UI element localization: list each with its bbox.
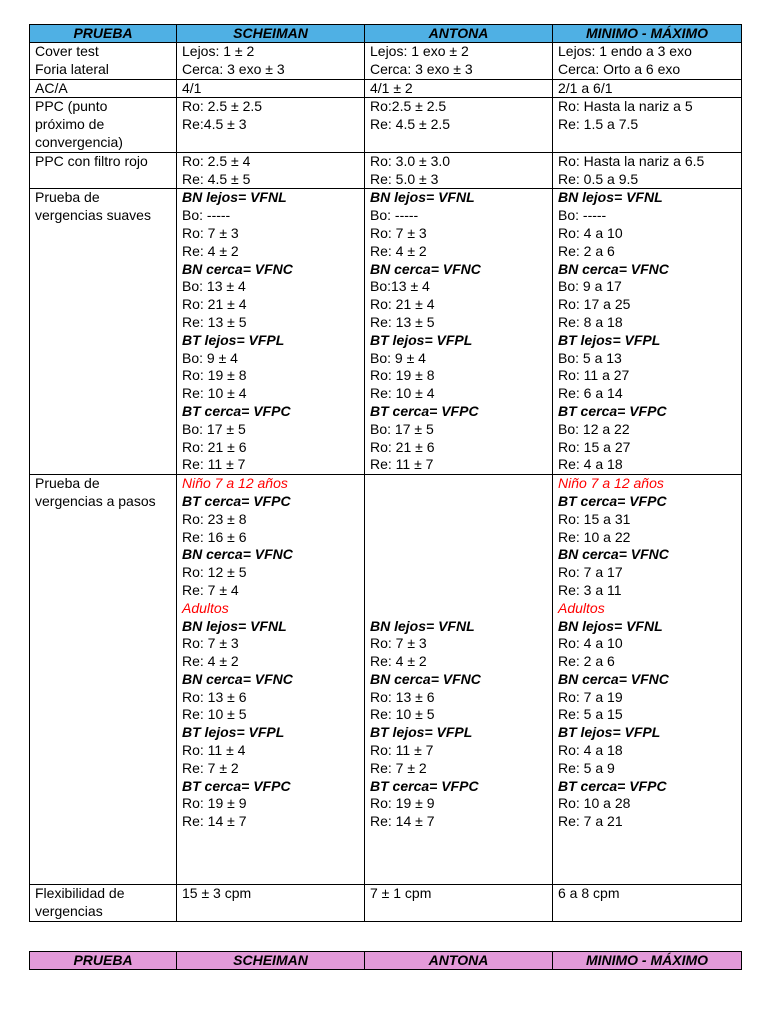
- value-line: Ro: Hasta la nariz a 5: [558, 98, 693, 115]
- test-name-cell: [30, 189, 177, 475]
- header-scheiman: SCHEIMAN: [177, 25, 365, 43]
- value-line: Re: 14 ± 7: [370, 813, 435, 830]
- header-minmax: MINIMO - MÁXIMO: [553, 25, 742, 43]
- value-line: Cerca: 3 exo ± 3: [182, 60, 285, 77]
- table-header-row: [30, 25, 742, 43]
- vergence-heading: BN cerca= VFNC: [182, 260, 293, 277]
- scheiman-value-cell: [177, 189, 365, 475]
- blank-line: [370, 475, 547, 493]
- test-name-line: vergencias: [35, 903, 103, 920]
- value-line: Re: 2 a 6: [558, 653, 615, 670]
- vergence-heading: BN cerca= VFNC: [370, 260, 481, 277]
- value-line: Ro: 12 ± 5: [182, 564, 247, 581]
- test-name-cell: [30, 885, 177, 922]
- test-name-line: Foria lateral: [35, 60, 109, 77]
- value-line: Re: 2 a 6: [558, 242, 615, 259]
- value-line: Bo: 9 a 17: [558, 278, 622, 295]
- test-name-cell: [30, 79, 177, 98]
- value-line: Ro: 7 ± 3: [370, 635, 427, 652]
- value-line: Bo: 17 ± 5: [370, 420, 434, 437]
- value-line: Re: 10 ± 4: [370, 385, 435, 402]
- blank-line: [370, 511, 547, 529]
- test-name-line: AC/A: [35, 79, 68, 96]
- value-line: Ro: 11 a 27: [558, 367, 630, 384]
- test-name-cell: [30, 43, 177, 80]
- value-line: Re: 4 ± 2: [182, 242, 239, 259]
- minmax-value-cell: [553, 98, 742, 152]
- value-line: Re: 4 ± 2: [370, 242, 427, 259]
- table-row: [30, 885, 742, 922]
- test-name-line: vergencias suaves: [35, 207, 151, 224]
- test-name-cell: [30, 98, 177, 152]
- test-name-line: Prueba de: [35, 189, 100, 206]
- vergence-heading: BN lejos= VFNL: [370, 617, 475, 634]
- antona-value-cell: [365, 885, 553, 922]
- value-line: Bo: 13 ± 4: [182, 278, 246, 295]
- test-name-line: Cover test: [35, 43, 99, 59]
- value-line: Ro: 21 ± 6: [370, 438, 435, 455]
- value-line: Bo: 5 a 13: [558, 349, 622, 366]
- value-line: Re: 4 ± 2: [182, 653, 239, 670]
- table-row: [30, 189, 742, 475]
- value-line: Cerca: 3 exo ± 3: [370, 60, 473, 77]
- second-header-minmax: MINIMO - MÁXIMO: [553, 952, 742, 970]
- value-line: Re: 4.5 ± 5: [182, 170, 251, 187]
- value-line: Ro: 19 ± 8: [182, 367, 247, 384]
- second-header-antona: ANTONA: [365, 952, 553, 970]
- value-line: Cerca: Orto a 6 exo: [558, 60, 681, 77]
- vergence-heading: BT lejos= VFPL: [182, 331, 285, 348]
- value-line: Re: 13 ± 5: [182, 313, 247, 330]
- vergence-heading: BN cerca= VFNC: [558, 546, 669, 563]
- value-line: Ro:2.5 ± 2.5: [370, 98, 447, 115]
- second-header-prueba: PRUEBA: [30, 952, 177, 970]
- value-line: Re: 10 ± 5: [182, 706, 247, 723]
- minmax-value-cell: [553, 189, 742, 475]
- value-line: Ro: 13 ± 6: [182, 688, 247, 705]
- vergence-heading: BT cerca= VFPC: [370, 777, 479, 794]
- value-line: 4/1: [182, 79, 202, 96]
- value-line: Ro: 2.5 ± 4: [182, 152, 251, 169]
- vergence-heading: BT cerca= VFPC: [182, 777, 291, 794]
- table-row: [30, 98, 742, 152]
- value-line: Re: 8 a 18: [558, 313, 623, 330]
- age-group-label: Niño 7 a 12 años: [558, 475, 664, 492]
- scheiman-value-cell: [177, 98, 365, 152]
- value-line: 15 ± 3 cpm: [182, 885, 252, 902]
- value-line: Ro: 21 ± 4: [182, 296, 247, 313]
- value-line: Lejos: 1 ± 2: [182, 43, 255, 59]
- value-line: Bo: -----: [558, 207, 607, 224]
- value-line: Ro: 13 ± 6: [370, 688, 435, 705]
- header-prueba: PRUEBA: [30, 25, 177, 43]
- blank-line: [370, 600, 547, 618]
- vergence-heading: BT lejos= VFPL: [370, 331, 473, 348]
- value-line: Ro: 3.0 ± 3.0: [370, 152, 451, 169]
- table-row: [30, 475, 742, 885]
- value-line: Ro: 7 ± 3: [182, 635, 239, 652]
- value-line: Ro: 7 ± 3: [370, 224, 427, 241]
- value-line: Re: 16 ± 6: [182, 528, 247, 545]
- table-row: [30, 152, 742, 189]
- header-antona: ANTONA: [365, 25, 553, 43]
- value-line: Ro: 7 ± 3: [182, 224, 239, 241]
- value-line: Ro: 4 a 10: [558, 224, 623, 241]
- value-line: 7 ± 1 cpm: [370, 885, 432, 902]
- value-line: Ro: 15 a 27: [558, 438, 631, 455]
- value-line: Ro: 2.5 ± 2.5: [182, 98, 263, 115]
- vergence-heading: BN cerca= VFNC: [558, 670, 669, 687]
- antona-value-cell: [365, 189, 553, 475]
- scheiman-value-cell: [177, 152, 365, 189]
- value-line: Ro: 10 a 28: [558, 795, 631, 812]
- vergence-heading: BN lejos= VFNL: [182, 189, 287, 206]
- minmax-value-cell: [553, 43, 742, 80]
- antona-value-cell: [365, 475, 553, 885]
- value-line: 2/1 a 6/1: [558, 79, 613, 96]
- value-line: 4/1 ± 2: [370, 79, 413, 96]
- value-line: Re: 10 ± 4: [182, 385, 247, 402]
- value-line: Re: 10 ± 5: [370, 706, 435, 723]
- value-line: Re: 7 ± 2: [370, 759, 427, 776]
- test-name-cell: [30, 475, 177, 885]
- value-line: Re: 4 ± 2: [370, 653, 427, 670]
- test-name-line: convergencia): [35, 133, 123, 150]
- value-line: Ro: 21 ± 6: [182, 438, 247, 455]
- test-name-line: PPC con filtro rojo: [35, 152, 148, 169]
- value-line: Re:4.5 ± 3: [182, 116, 247, 133]
- vergence-heading: BN lejos= VFNL: [370, 189, 475, 206]
- blank-line: [370, 546, 547, 564]
- value-line: Ro: 19 ± 8: [370, 367, 435, 384]
- value-line: Bo: -----: [182, 207, 231, 224]
- value-line: Re: 10 a 22: [558, 528, 631, 545]
- second-table: [29, 951, 742, 970]
- minmax-value-cell: [553, 152, 742, 189]
- second-header-scheiman: SCHEIMAN: [177, 952, 365, 970]
- value-line: Ro: 21 ± 4: [370, 296, 435, 313]
- vergence-heading: BN cerca= VFNC: [370, 670, 481, 687]
- scheiman-value-cell: [177, 885, 365, 922]
- value-line: Re: 5 a 9: [558, 759, 615, 776]
- value-line: Re: 13 ± 5: [370, 313, 435, 330]
- value-line: Bo: 9 ± 4: [182, 349, 238, 366]
- blank-line: [182, 867, 359, 885]
- table-row: [30, 43, 742, 80]
- age-group-label: Adultos: [558, 599, 605, 616]
- value-line: Ro: 4 a 10: [558, 635, 623, 652]
- scheiman-value-cell: [177, 43, 365, 80]
- minmax-value-cell: [553, 475, 742, 885]
- vergence-heading: BN lejos= VFNL: [182, 617, 287, 634]
- blank-line: [182, 831, 359, 849]
- antona-value-cell: [365, 79, 553, 98]
- vergence-heading: BT cerca= VFPC: [558, 777, 667, 794]
- value-line: Bo: 9 ± 4: [370, 349, 426, 366]
- vergence-heading: BN cerca= VFNC: [182, 546, 293, 563]
- value-line: 6 a 8 cpm: [558, 885, 620, 902]
- value-line: Ro: 11 ± 4: [182, 742, 246, 759]
- minmax-value-cell: [553, 885, 742, 922]
- minmax-value-cell: [553, 79, 742, 98]
- value-line: Ro: Hasta la nariz a 6.5: [558, 152, 705, 169]
- antona-value-cell: [365, 98, 553, 152]
- value-line: Re: 4.5 ± 2.5: [370, 116, 451, 133]
- vergence-heading: BT cerca= VFPC: [558, 402, 667, 419]
- vergence-heading: BT lejos= VFPL: [182, 724, 285, 741]
- vergence-heading: BN lejos= VFNL: [558, 617, 663, 634]
- blank-line: [370, 529, 547, 547]
- value-line: Re: 3 a 11: [558, 581, 622, 598]
- value-line: Re: 5.0 ± 3: [370, 170, 439, 187]
- table-row: [30, 79, 742, 98]
- vergence-heading: BN cerca= VFNC: [558, 260, 669, 277]
- vergence-heading: BN lejos= VFNL: [558, 189, 663, 206]
- value-line: Re: 0.5 a 9.5: [558, 170, 639, 187]
- value-line: Bo: -----: [370, 207, 419, 224]
- test-name-line: vergencias a pasos: [35, 492, 156, 509]
- value-line: Re: 14 ± 7: [182, 813, 247, 830]
- vergence-heading: BN cerca= VFNC: [182, 670, 293, 687]
- antona-value-cell: [365, 152, 553, 189]
- value-line: Re: 11 ± 7: [182, 456, 246, 473]
- value-line: Ro: 11 ± 7: [370, 742, 434, 759]
- value-line: Bo: 17 ± 5: [182, 420, 246, 437]
- blank-line: [370, 493, 547, 511]
- vergence-heading: BT lejos= VFPL: [558, 331, 661, 348]
- value-line: Ro: 19 ± 9: [182, 795, 247, 812]
- value-line: Re: 6 a 14: [558, 385, 623, 402]
- value-line: Ro: 17 a 25: [558, 296, 631, 313]
- test-name-line: Prueba de: [35, 475, 100, 492]
- value-line: Ro: 19 ± 9: [370, 795, 435, 812]
- antona-value-cell: [365, 43, 553, 80]
- vergence-heading: BT lejos= VFPL: [370, 724, 473, 741]
- vergence-heading: BT cerca= VFPC: [182, 492, 291, 509]
- vergence-norms-table: [29, 24, 742, 922]
- test-name-line: Flexibilidad de: [35, 885, 125, 902]
- test-name-cell: [30, 152, 177, 189]
- value-line: Re: 1.5 a 7.5: [558, 116, 639, 133]
- value-line: Lejos: 1 exo ± 2: [370, 43, 469, 59]
- value-line: Lejos: 1 endo a 3 exo: [558, 43, 692, 59]
- test-name-line: PPC (punto: [35, 98, 108, 115]
- scheiman-value-cell: [177, 79, 365, 98]
- value-line: Re: 5 a 15: [558, 706, 623, 723]
- value-line: Ro: 23 ± 8: [182, 510, 247, 527]
- age-group-label: Adultos: [182, 599, 229, 616]
- blank-line: [370, 564, 547, 582]
- value-line: Re: 7 ± 4: [182, 581, 239, 598]
- value-line: Bo:13 ± 4: [370, 278, 430, 295]
- value-line: Bo: 12 a 22: [558, 420, 630, 437]
- vergence-heading: BT cerca= VFPC: [370, 402, 479, 419]
- blank-line: [182, 849, 359, 867]
- vergence-heading: BT cerca= VFPC: [558, 492, 667, 509]
- value-line: Re: 11 ± 7: [370, 456, 434, 473]
- vergence-heading: BT cerca= VFPC: [182, 402, 291, 419]
- value-line: Re: 7 a 21: [558, 813, 623, 830]
- value-line: Re: 7 ± 2: [182, 759, 239, 776]
- second-table-header-row: [30, 952, 742, 970]
- value-line: Ro: 7 a 17: [558, 564, 623, 581]
- table-body: [30, 43, 742, 922]
- vergence-heading: BT lejos= VFPL: [558, 724, 661, 741]
- value-line: Ro: 15 a 31: [558, 510, 631, 527]
- blank-line: [370, 582, 547, 600]
- value-line: Ro: 7 a 19: [558, 688, 623, 705]
- test-name-line: próximo de: [35, 116, 105, 133]
- value-line: Ro: 4 a 18: [558, 742, 623, 759]
- age-group-label: Niño 7 a 12 años: [182, 475, 288, 492]
- scheiman-value-cell: [177, 475, 365, 885]
- value-line: Re: 4 a 18: [558, 456, 623, 473]
